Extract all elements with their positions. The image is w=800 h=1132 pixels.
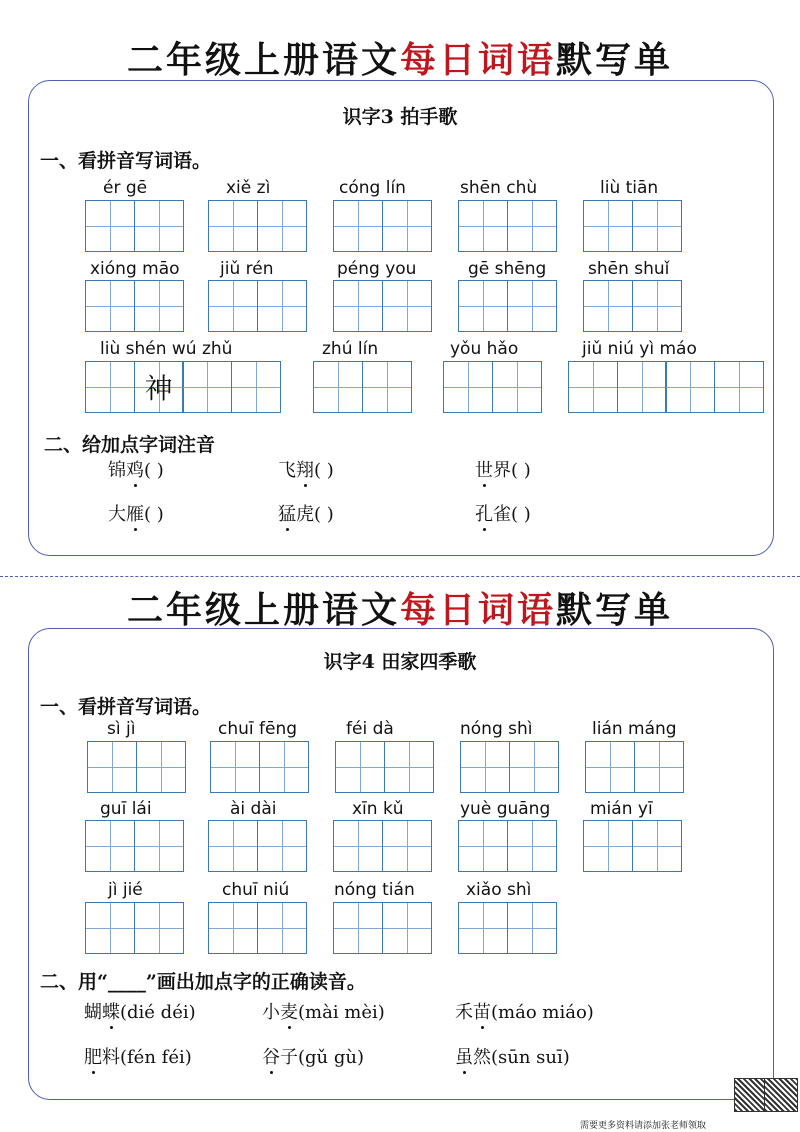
pinyin-label: jì jié xyxy=(108,880,143,900)
pinyin-label: guī lái xyxy=(100,799,152,819)
pinyin-label: ér gē xyxy=(103,178,148,198)
pinyin-label: nóng shì xyxy=(460,719,533,739)
pinyin-label: xiě zì xyxy=(226,178,271,198)
answer-grid[interactable] xyxy=(458,902,557,954)
answer-grid[interactable] xyxy=(85,820,184,872)
answer-grid[interactable] xyxy=(85,200,184,252)
answer-grid[interactable] xyxy=(210,741,309,793)
reading-item: 蝴蝶(dié déi) xyxy=(84,1002,196,1023)
phonetic-item: 世界( ) xyxy=(475,460,531,481)
answer-grid[interactable] xyxy=(208,200,307,252)
pinyin-label: liù tiān xyxy=(600,178,659,198)
answer-grid[interactable] xyxy=(460,741,559,793)
pinyin-label: zhú lín xyxy=(322,339,379,359)
cut-line xyxy=(0,576,800,577)
pinyin-label: chuī fēng xyxy=(218,719,298,739)
pinyin-label: féi dà xyxy=(346,719,394,739)
pinyin-label: chuī niú xyxy=(222,880,290,900)
answer-grid[interactable] xyxy=(85,902,184,954)
pinyin-label: gē shēng xyxy=(468,259,547,279)
pinyin-label: shēn shuǐ xyxy=(588,259,670,279)
reading-item: 小麦(mài mèi) xyxy=(262,1002,385,1023)
footer-note: 需要更多资料请添加张老师领取 xyxy=(580,1121,707,1131)
pinyin-label: sì jì xyxy=(107,719,136,739)
reading-item: 肥料(fén féi) xyxy=(84,1047,192,1068)
pinyin-label: mián yī xyxy=(590,799,653,819)
phonetic-item: 飞翔( ) xyxy=(278,460,334,481)
answer-grid[interactable] xyxy=(458,200,557,252)
phonetic-item: 孔雀( ) xyxy=(475,504,531,525)
answer-grid[interactable] xyxy=(458,820,557,872)
answer-grid[interactable] xyxy=(85,361,281,413)
answer-grid[interactable] xyxy=(208,280,307,332)
answer-grid[interactable] xyxy=(583,820,682,872)
answer-grid[interactable] xyxy=(85,280,184,332)
lesson-title-top: 识字3 拍手歌 xyxy=(342,106,458,128)
pinyin-label: nóng tián xyxy=(334,880,415,900)
pinyin-label: liù shén wú zhǔ xyxy=(100,339,233,359)
answer-grid[interactable] xyxy=(208,820,307,872)
reading-item: 谷子(gǔ gù) xyxy=(262,1047,364,1068)
section2-heading-bottom: 二、用“____”画出加点字的正确读音。 xyxy=(40,971,366,993)
reading-item: 虽然(sūn suī) xyxy=(455,1047,570,1068)
reading-item: 禾苗(máo miáo) xyxy=(455,1002,594,1023)
lesson-title-bottom: 识字4 田家四季歌 xyxy=(323,651,477,673)
answer-grid[interactable] xyxy=(333,200,432,252)
answer-grid[interactable] xyxy=(313,361,412,413)
answer-grid[interactable] xyxy=(583,200,682,252)
pinyin-label: xiǎo shì xyxy=(466,880,532,900)
phonetic-item: 猛虎( ) xyxy=(278,504,334,525)
qr-code-icon xyxy=(764,1078,798,1112)
pinyin-label: xióng māo xyxy=(90,259,180,279)
pinyin-label: xīn kǔ xyxy=(352,799,404,819)
pinyin-label: lián máng xyxy=(592,719,677,739)
answer-grid[interactable] xyxy=(333,820,432,872)
answer-grid[interactable] xyxy=(87,741,186,793)
pinyin-label: cóng lín xyxy=(339,178,406,198)
answer-grid[interactable] xyxy=(333,902,432,954)
answer-grid[interactable] xyxy=(335,741,434,793)
pinyin-label: jiǔ rén xyxy=(220,259,274,279)
pinyin-label: yǒu hǎo xyxy=(450,339,519,359)
pinyin-label: shēn chù xyxy=(460,178,538,198)
answer-grid[interactable] xyxy=(585,741,684,793)
answer-grid[interactable] xyxy=(333,280,432,332)
page-title-top: 二年级上册语文每日词语默写单 xyxy=(126,40,674,81)
answer-grid[interactable] xyxy=(568,361,764,413)
pinyin-label: péng you xyxy=(337,259,417,279)
answer-grid[interactable] xyxy=(208,902,307,954)
qr-code-icon xyxy=(734,1078,768,1112)
filled-character: 神 xyxy=(144,372,173,405)
phonetic-item: 大雁( ) xyxy=(108,504,164,525)
page-title-bottom: 二年级上册语文每日词语默写单 xyxy=(126,590,674,631)
section1-heading-top: 一、看拼音写词语。 xyxy=(40,150,212,172)
answer-grid[interactable] xyxy=(443,361,542,413)
pinyin-label: ài dài xyxy=(230,799,277,819)
answer-grid[interactable] xyxy=(458,280,557,332)
pinyin-label: jiǔ niú yì máo xyxy=(582,339,697,359)
answer-grid[interactable] xyxy=(583,280,682,332)
section1-heading-bottom: 一、看拼音写词语。 xyxy=(40,696,212,718)
section2-heading-top: 二、给加点字词注音 xyxy=(44,434,216,456)
pinyin-label: yuè guāng xyxy=(460,799,551,819)
phonetic-item: 锦鸡( ) xyxy=(108,460,164,481)
